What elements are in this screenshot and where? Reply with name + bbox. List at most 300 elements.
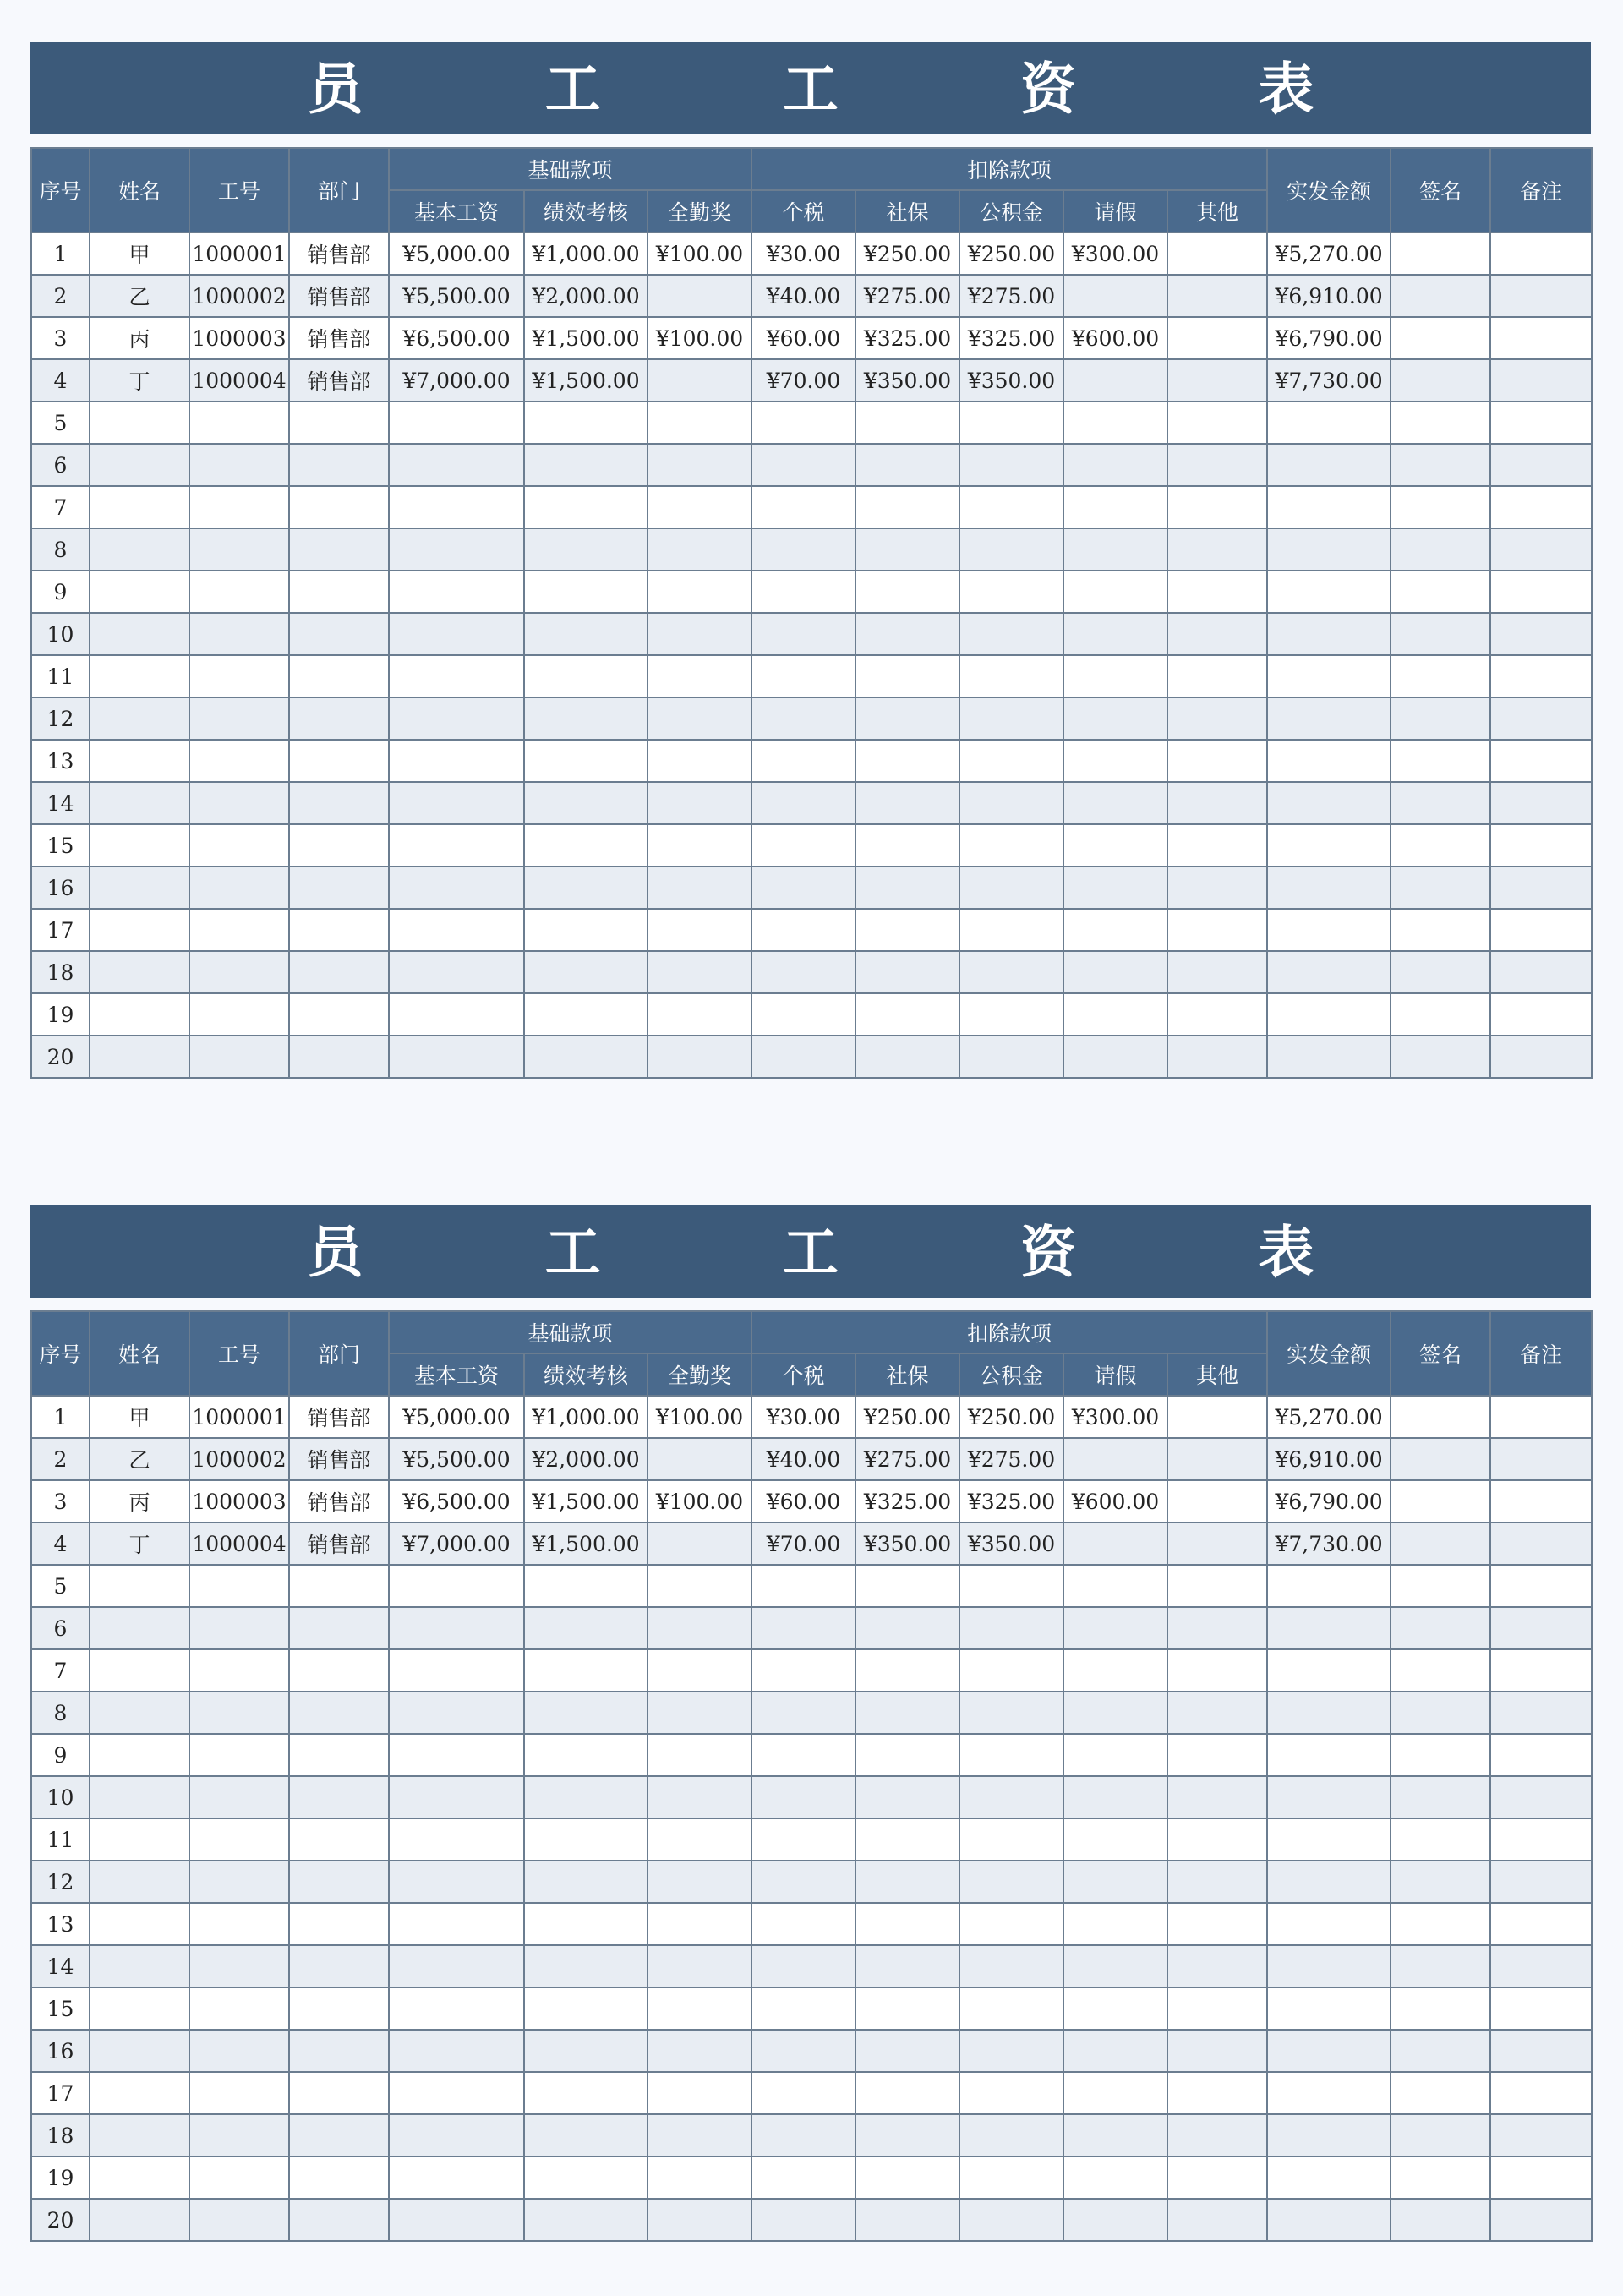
cell-housing-fund[interactable] — [959, 2030, 1063, 2072]
cell-seq[interactable]: 18 — [31, 951, 90, 993]
cell-other[interactable] — [1167, 1649, 1267, 1692]
cell-leave[interactable] — [1063, 1861, 1167, 1903]
cell-social-security[interactable] — [855, 740, 959, 782]
cell-remark[interactable] — [1490, 1396, 1592, 1438]
cell-seq[interactable]: 9 — [31, 1734, 90, 1776]
cell-department[interactable] — [289, 2114, 389, 2157]
cell-attendance-bonus[interactable] — [648, 1649, 751, 1692]
cell-other[interactable] — [1167, 1818, 1267, 1861]
cell-base-salary[interactable] — [389, 613, 524, 655]
cell-base-salary[interactable]: ¥7,000.00 — [389, 1522, 524, 1565]
cell-department[interactable] — [289, 866, 389, 909]
cell-social-security[interactable] — [855, 697, 959, 740]
cell-performance[interactable]: ¥2,000.00 — [524, 1438, 648, 1480]
cell-base-salary[interactable]: ¥6,500.00 — [389, 1480, 524, 1522]
cell-social-security[interactable] — [855, 1861, 959, 1903]
cell-remark[interactable] — [1490, 2030, 1592, 2072]
cell-social-security[interactable] — [855, 951, 959, 993]
cell-remark[interactable] — [1490, 951, 1592, 993]
cell-social-security[interactable] — [855, 2072, 959, 2114]
cell-employee-id[interactable] — [189, 571, 289, 613]
cell-seq[interactable]: 6 — [31, 1607, 90, 1649]
cell-name[interactable] — [90, 951, 189, 993]
cell-net-pay[interactable] — [1267, 824, 1391, 866]
cell-tax[interactable] — [751, 1036, 855, 1078]
cell-employee-id[interactable] — [189, 824, 289, 866]
cell-tax[interactable] — [751, 571, 855, 613]
cell-leave[interactable] — [1063, 1438, 1167, 1480]
cell-leave[interactable] — [1063, 1649, 1167, 1692]
cell-social-security[interactable] — [855, 824, 959, 866]
cell-signature[interactable] — [1391, 1438, 1490, 1480]
cell-base-salary[interactable] — [389, 2114, 524, 2157]
cell-employee-id[interactable] — [189, 1649, 289, 1692]
cell-seq[interactable]: 19 — [31, 2157, 90, 2199]
cell-leave[interactable] — [1063, 1987, 1167, 2030]
cell-social-security[interactable] — [855, 1945, 959, 1987]
cell-housing-fund[interactable] — [959, 655, 1063, 697]
cell-housing-fund[interactable] — [959, 2114, 1063, 2157]
cell-tax[interactable]: ¥60.00 — [751, 317, 855, 359]
cell-signature[interactable] — [1391, 1522, 1490, 1565]
cell-housing-fund[interactable] — [959, 824, 1063, 866]
cell-attendance-bonus[interactable] — [648, 1607, 751, 1649]
cell-social-security[interactable]: ¥350.00 — [855, 1522, 959, 1565]
cell-seq[interactable]: 5 — [31, 402, 90, 444]
cell-social-security[interactable] — [855, 528, 959, 571]
cell-net-pay[interactable] — [1267, 2114, 1391, 2157]
cell-base-salary[interactable]: ¥5,500.00 — [389, 1438, 524, 1480]
cell-net-pay[interactable] — [1267, 1649, 1391, 1692]
cell-net-pay[interactable]: ¥5,270.00 — [1267, 1396, 1391, 1438]
cell-housing-fund[interactable] — [959, 444, 1063, 486]
cell-base-salary[interactable] — [389, 2030, 524, 2072]
cell-name[interactable] — [90, 2114, 189, 2157]
cell-base-salary[interactable] — [389, 402, 524, 444]
cell-tax[interactable]: ¥40.00 — [751, 275, 855, 317]
cell-base-salary[interactable] — [389, 1861, 524, 1903]
cell-net-pay[interactable] — [1267, 402, 1391, 444]
cell-signature[interactable] — [1391, 697, 1490, 740]
cell-other[interactable] — [1167, 1776, 1267, 1818]
cell-social-security[interactable]: ¥275.00 — [855, 1438, 959, 1480]
cell-seq[interactable]: 13 — [31, 1903, 90, 1945]
cell-housing-fund[interactable] — [959, 528, 1063, 571]
cell-other[interactable] — [1167, 1522, 1267, 1565]
cell-housing-fund[interactable]: ¥250.00 — [959, 232, 1063, 275]
cell-department[interactable] — [289, 486, 389, 528]
cell-performance[interactable] — [524, 2114, 648, 2157]
cell-leave[interactable] — [1063, 402, 1167, 444]
cell-attendance-bonus[interactable] — [648, 2157, 751, 2199]
cell-seq[interactable]: 9 — [31, 571, 90, 613]
cell-attendance-bonus[interactable] — [648, 1987, 751, 2030]
cell-remark[interactable] — [1490, 909, 1592, 951]
cell-name[interactable] — [90, 1945, 189, 1987]
cell-base-salary[interactable] — [389, 1607, 524, 1649]
cell-remark[interactable] — [1490, 697, 1592, 740]
cell-remark[interactable] — [1490, 1480, 1592, 1522]
cell-tax[interactable] — [751, 740, 855, 782]
cell-housing-fund[interactable] — [959, 1607, 1063, 1649]
cell-performance[interactable] — [524, 1987, 648, 2030]
cell-attendance-bonus[interactable] — [648, 782, 751, 824]
cell-tax[interactable] — [751, 2157, 855, 2199]
cell-net-pay[interactable] — [1267, 1036, 1391, 1078]
cell-tax[interactable]: ¥30.00 — [751, 232, 855, 275]
cell-department[interactable] — [289, 1776, 389, 1818]
cell-attendance-bonus[interactable] — [648, 528, 751, 571]
cell-department[interactable] — [289, 1861, 389, 1903]
cell-other[interactable] — [1167, 402, 1267, 444]
cell-seq[interactable]: 13 — [31, 740, 90, 782]
cell-base-salary[interactable] — [389, 2199, 524, 2241]
cell-housing-fund[interactable] — [959, 1692, 1063, 1734]
cell-department[interactable]: 销售部 — [289, 1480, 389, 1522]
cell-signature[interactable] — [1391, 2030, 1490, 2072]
cell-net-pay[interactable]: ¥6,790.00 — [1267, 1480, 1391, 1522]
cell-remark[interactable] — [1490, 528, 1592, 571]
cell-tax[interactable] — [751, 2072, 855, 2114]
cell-department[interactable] — [289, 951, 389, 993]
cell-department[interactable] — [289, 1903, 389, 1945]
cell-other[interactable] — [1167, 951, 1267, 993]
cell-attendance-bonus[interactable] — [648, 571, 751, 613]
cell-tax[interactable] — [751, 1607, 855, 1649]
cell-name[interactable] — [90, 1692, 189, 1734]
cell-employee-id[interactable] — [189, 993, 289, 1036]
cell-name[interactable] — [90, 2157, 189, 2199]
cell-signature[interactable] — [1391, 1945, 1490, 1987]
cell-name[interactable]: 丁 — [90, 1522, 189, 1565]
cell-seq[interactable]: 20 — [31, 1036, 90, 1078]
cell-leave[interactable] — [1063, 359, 1167, 402]
cell-housing-fund[interactable] — [959, 1818, 1063, 1861]
cell-name[interactable] — [90, 2030, 189, 2072]
cell-housing-fund[interactable] — [959, 1945, 1063, 1987]
cell-performance[interactable] — [524, 2157, 648, 2199]
cell-other[interactable] — [1167, 866, 1267, 909]
cell-remark[interactable] — [1490, 1438, 1592, 1480]
cell-base-salary[interactable] — [389, 993, 524, 1036]
cell-attendance-bonus[interactable] — [648, 866, 751, 909]
cell-attendance-bonus[interactable] — [648, 1734, 751, 1776]
cell-remark[interactable] — [1490, 1649, 1592, 1692]
cell-signature[interactable] — [1391, 232, 1490, 275]
cell-tax[interactable] — [751, 2114, 855, 2157]
cell-employee-id[interactable] — [189, 613, 289, 655]
cell-housing-fund[interactable] — [959, 2157, 1063, 2199]
cell-performance[interactable] — [524, 655, 648, 697]
cell-tax[interactable] — [751, 1945, 855, 1987]
cell-seq[interactable]: 10 — [31, 1776, 90, 1818]
cell-housing-fund[interactable]: ¥250.00 — [959, 1396, 1063, 1438]
cell-net-pay[interactable] — [1267, 2072, 1391, 2114]
cell-employee-id[interactable] — [189, 486, 289, 528]
cell-employee-id[interactable] — [189, 1607, 289, 1649]
cell-performance[interactable] — [524, 1649, 648, 1692]
cell-leave[interactable] — [1063, 486, 1167, 528]
cell-signature[interactable] — [1391, 1818, 1490, 1861]
cell-base-salary[interactable] — [389, 1903, 524, 1945]
cell-net-pay[interactable] — [1267, 655, 1391, 697]
cell-social-security[interactable] — [855, 1987, 959, 2030]
cell-other[interactable] — [1167, 655, 1267, 697]
cell-base-salary[interactable] — [389, 782, 524, 824]
cell-employee-id[interactable] — [189, 1987, 289, 2030]
cell-tax[interactable] — [751, 1903, 855, 1945]
cell-signature[interactable] — [1391, 866, 1490, 909]
cell-other[interactable] — [1167, 1036, 1267, 1078]
cell-seq[interactable]: 19 — [31, 993, 90, 1036]
cell-leave[interactable] — [1063, 1776, 1167, 1818]
cell-seq[interactable]: 11 — [31, 655, 90, 697]
cell-name[interactable] — [90, 613, 189, 655]
cell-net-pay[interactable] — [1267, 1607, 1391, 1649]
cell-signature[interactable] — [1391, 2157, 1490, 2199]
cell-other[interactable] — [1167, 232, 1267, 275]
cell-attendance-bonus[interactable] — [648, 2072, 751, 2114]
cell-tax[interactable] — [751, 402, 855, 444]
cell-seq[interactable]: 17 — [31, 909, 90, 951]
cell-other[interactable] — [1167, 909, 1267, 951]
cell-signature[interactable] — [1391, 1036, 1490, 1078]
cell-employee-id[interactable] — [189, 782, 289, 824]
cell-other[interactable] — [1167, 1987, 1267, 2030]
cell-other[interactable] — [1167, 2199, 1267, 2241]
cell-tax[interactable]: ¥60.00 — [751, 1480, 855, 1522]
cell-social-security[interactable] — [855, 444, 959, 486]
cell-leave[interactable] — [1063, 1903, 1167, 1945]
cell-attendance-bonus[interactable] — [648, 1522, 751, 1565]
cell-name[interactable] — [90, 740, 189, 782]
cell-signature[interactable] — [1391, 1607, 1490, 1649]
cell-department[interactable] — [289, 528, 389, 571]
cell-signature[interactable] — [1391, 2199, 1490, 2241]
cell-net-pay[interactable] — [1267, 951, 1391, 993]
cell-tax[interactable] — [751, 2199, 855, 2241]
cell-performance[interactable] — [524, 740, 648, 782]
cell-remark[interactable] — [1490, 1776, 1592, 1818]
cell-base-salary[interactable] — [389, 951, 524, 993]
cell-net-pay[interactable] — [1267, 697, 1391, 740]
cell-seq[interactable]: 15 — [31, 824, 90, 866]
cell-name[interactable] — [90, 444, 189, 486]
cell-attendance-bonus[interactable] — [648, 2199, 751, 2241]
cell-signature[interactable] — [1391, 1649, 1490, 1692]
cell-performance[interactable] — [524, 402, 648, 444]
cell-employee-id[interactable]: 1000001 — [189, 1396, 289, 1438]
cell-employee-id[interactable]: 1000004 — [189, 359, 289, 402]
cell-performance[interactable] — [524, 1776, 648, 1818]
cell-social-security[interactable]: ¥350.00 — [855, 359, 959, 402]
cell-housing-fund[interactable] — [959, 1565, 1063, 1607]
cell-housing-fund[interactable] — [959, 1036, 1063, 1078]
cell-social-security[interactable] — [855, 1903, 959, 1945]
cell-attendance-bonus[interactable] — [648, 993, 751, 1036]
cell-leave[interactable] — [1063, 782, 1167, 824]
cell-tax[interactable]: ¥40.00 — [751, 1438, 855, 1480]
cell-net-pay[interactable]: ¥6,790.00 — [1267, 317, 1391, 359]
cell-leave[interactable] — [1063, 1607, 1167, 1649]
cell-seq[interactable]: 4 — [31, 359, 90, 402]
cell-base-salary[interactable]: ¥5,000.00 — [389, 1396, 524, 1438]
cell-attendance-bonus[interactable] — [648, 951, 751, 993]
cell-remark[interactable] — [1490, 740, 1592, 782]
cell-department[interactable] — [289, 402, 389, 444]
cell-signature[interactable] — [1391, 824, 1490, 866]
cell-social-security[interactable] — [855, 2030, 959, 2072]
cell-performance[interactable]: ¥2,000.00 — [524, 275, 648, 317]
cell-base-salary[interactable] — [389, 697, 524, 740]
cell-net-pay[interactable] — [1267, 993, 1391, 1036]
cell-remark[interactable] — [1490, 402, 1592, 444]
cell-social-security[interactable] — [855, 2114, 959, 2157]
cell-attendance-bonus[interactable] — [648, 1692, 751, 1734]
cell-performance[interactable] — [524, 866, 648, 909]
cell-department[interactable] — [289, 1987, 389, 2030]
cell-remark[interactable] — [1490, 1607, 1592, 1649]
cell-base-salary[interactable]: ¥5,500.00 — [389, 275, 524, 317]
cell-base-salary[interactable]: ¥7,000.00 — [389, 359, 524, 402]
cell-performance[interactable] — [524, 993, 648, 1036]
cell-performance[interactable]: ¥1,500.00 — [524, 359, 648, 402]
cell-net-pay[interactable] — [1267, 571, 1391, 613]
cell-net-pay[interactable] — [1267, 1903, 1391, 1945]
cell-social-security[interactable] — [855, 1692, 959, 1734]
cell-leave[interactable] — [1063, 740, 1167, 782]
cell-social-security[interactable]: ¥250.00 — [855, 232, 959, 275]
cell-housing-fund[interactable] — [959, 740, 1063, 782]
cell-name[interactable]: 丁 — [90, 359, 189, 402]
cell-social-security[interactable]: ¥275.00 — [855, 275, 959, 317]
cell-seq[interactable]: 16 — [31, 866, 90, 909]
cell-seq[interactable]: 7 — [31, 1649, 90, 1692]
cell-employee-id[interactable] — [189, 1818, 289, 1861]
cell-leave[interactable] — [1063, 655, 1167, 697]
cell-remark[interactable] — [1490, 359, 1592, 402]
cell-net-pay[interactable]: ¥5,270.00 — [1267, 232, 1391, 275]
cell-attendance-bonus[interactable] — [648, 655, 751, 697]
cell-remark[interactable] — [1490, 1987, 1592, 2030]
cell-department[interactable] — [289, 655, 389, 697]
cell-signature[interactable] — [1391, 1861, 1490, 1903]
cell-seq[interactable]: 8 — [31, 528, 90, 571]
cell-leave[interactable] — [1063, 1522, 1167, 1565]
cell-leave[interactable] — [1063, 2157, 1167, 2199]
cell-leave[interactable] — [1063, 2114, 1167, 2157]
cell-base-salary[interactable] — [389, 1776, 524, 1818]
cell-social-security[interactable] — [855, 1776, 959, 1818]
cell-seq[interactable]: 12 — [31, 697, 90, 740]
cell-remark[interactable] — [1490, 1818, 1592, 1861]
cell-name[interactable] — [90, 1903, 189, 1945]
cell-signature[interactable] — [1391, 486, 1490, 528]
cell-department[interactable] — [289, 1692, 389, 1734]
cell-net-pay[interactable]: ¥7,730.00 — [1267, 359, 1391, 402]
cell-base-salary[interactable] — [389, 866, 524, 909]
cell-employee-id[interactable]: 1000004 — [189, 1522, 289, 1565]
cell-performance[interactable] — [524, 1945, 648, 1987]
cell-social-security[interactable] — [855, 402, 959, 444]
cell-social-security[interactable] — [855, 1649, 959, 1692]
cell-department[interactable]: 销售部 — [289, 232, 389, 275]
cell-tax[interactable]: ¥70.00 — [751, 1522, 855, 1565]
cell-net-pay[interactable] — [1267, 1945, 1391, 1987]
cell-leave[interactable] — [1063, 1565, 1167, 1607]
cell-remark[interactable] — [1490, 2199, 1592, 2241]
cell-department[interactable]: 销售部 — [289, 1396, 389, 1438]
cell-name[interactable] — [90, 1607, 189, 1649]
cell-other[interactable] — [1167, 740, 1267, 782]
cell-signature[interactable] — [1391, 1480, 1490, 1522]
cell-base-salary[interactable] — [389, 909, 524, 951]
cell-signature[interactable] — [1391, 1692, 1490, 1734]
cell-signature[interactable] — [1391, 740, 1490, 782]
cell-other[interactable] — [1167, 1861, 1267, 1903]
cell-seq[interactable]: 7 — [31, 486, 90, 528]
cell-department[interactable] — [289, 2072, 389, 2114]
cell-employee-id[interactable] — [189, 1734, 289, 1776]
cell-employee-id[interactable]: 1000001 — [189, 232, 289, 275]
cell-leave[interactable] — [1063, 2030, 1167, 2072]
cell-name[interactable]: 丙 — [90, 1480, 189, 1522]
cell-signature[interactable] — [1391, 782, 1490, 824]
cell-employee-id[interactable] — [189, 1945, 289, 1987]
cell-employee-id[interactable] — [189, 655, 289, 697]
cell-net-pay[interactable] — [1267, 1776, 1391, 1818]
cell-other[interactable] — [1167, 486, 1267, 528]
cell-tax[interactable] — [751, 824, 855, 866]
cell-remark[interactable] — [1490, 1036, 1592, 1078]
cell-housing-fund[interactable] — [959, 2072, 1063, 2114]
cell-leave[interactable] — [1063, 1692, 1167, 1734]
cell-tax[interactable]: ¥70.00 — [751, 359, 855, 402]
cell-remark[interactable] — [1490, 1861, 1592, 1903]
cell-remark[interactable] — [1490, 2072, 1592, 2114]
cell-seq[interactable]: 14 — [31, 782, 90, 824]
cell-signature[interactable] — [1391, 909, 1490, 951]
cell-signature[interactable] — [1391, 655, 1490, 697]
cell-social-security[interactable] — [855, 613, 959, 655]
cell-social-security[interactable] — [855, 993, 959, 1036]
cell-employee-id[interactable] — [189, 2199, 289, 2241]
cell-performance[interactable] — [524, 2199, 648, 2241]
cell-other[interactable] — [1167, 528, 1267, 571]
cell-name[interactable] — [90, 486, 189, 528]
cell-attendance-bonus[interactable] — [648, 824, 751, 866]
cell-social-security[interactable] — [855, 1607, 959, 1649]
cell-name[interactable] — [90, 528, 189, 571]
cell-other[interactable] — [1167, 1734, 1267, 1776]
cell-attendance-bonus[interactable] — [648, 359, 751, 402]
cell-name[interactable] — [90, 1987, 189, 2030]
cell-signature[interactable] — [1391, 444, 1490, 486]
cell-other[interactable] — [1167, 993, 1267, 1036]
cell-other[interactable] — [1167, 2030, 1267, 2072]
cell-tax[interactable] — [751, 486, 855, 528]
cell-other[interactable] — [1167, 1480, 1267, 1522]
cell-name[interactable] — [90, 1036, 189, 1078]
cell-signature[interactable] — [1391, 613, 1490, 655]
cell-housing-fund[interactable] — [959, 951, 1063, 993]
cell-performance[interactable] — [524, 486, 648, 528]
cell-attendance-bonus[interactable] — [648, 697, 751, 740]
cell-tax[interactable] — [751, 1734, 855, 1776]
cell-net-pay[interactable] — [1267, 1818, 1391, 1861]
cell-seq[interactable]: 10 — [31, 613, 90, 655]
cell-other[interactable] — [1167, 444, 1267, 486]
